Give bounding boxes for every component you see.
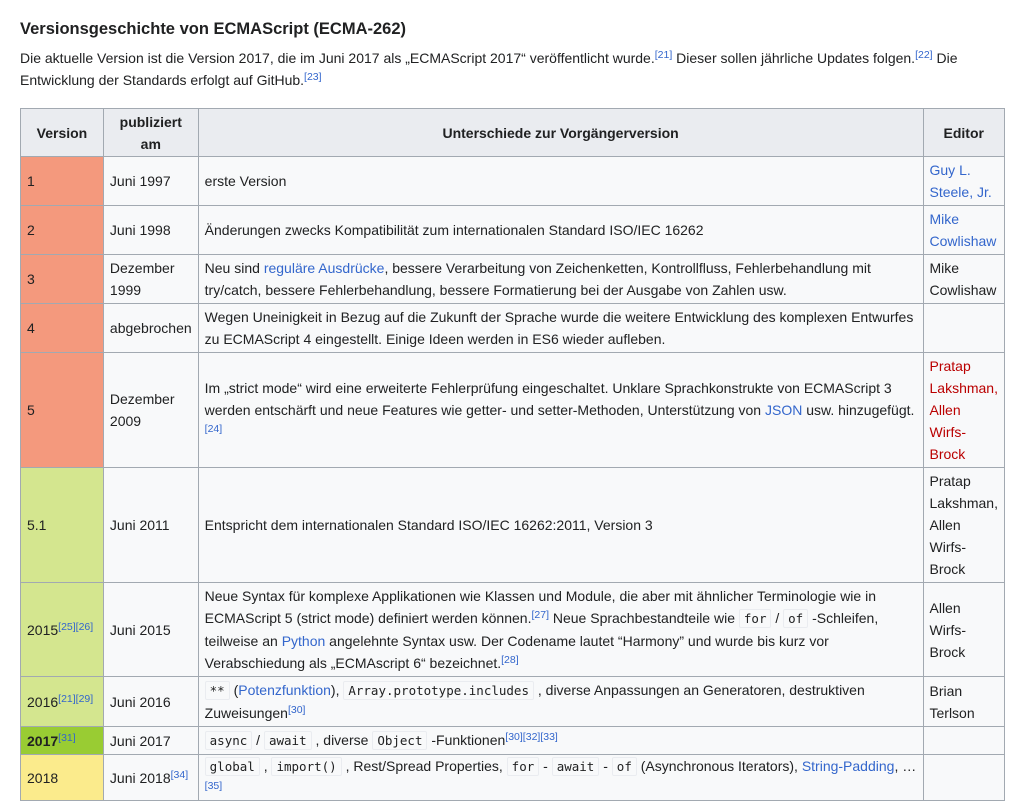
version-cell — [21, 583, 104, 677]
diff-cell — [198, 353, 923, 468]
header-version[interactable]: Version — [21, 109, 104, 157]
diff-text: , bessere Verarbeitung von Zeichenketten, Kontrollfluss, Fehlerbehandlung mit try/catch, bessere Fehlerbehandlung, bessere Formatierung bei der Ausgabe von Zahlen usw. — [204, 260, 871, 298]
code-snippet: Object — [372, 731, 427, 750]
editor-cell: Pratap Lakshman, Allen Wirfs-Brock — [923, 468, 1005, 583]
date-cell: Juni 2011 — [103, 468, 198, 583]
ref-link-21-29[interactable]: [21][29] — [58, 692, 94, 705]
version-cell: 1 — [21, 157, 104, 206]
version-cell: 4 — [21, 304, 104, 353]
diff-cell: Entspricht dem internationalen Standard ISO/IEC 16262:2011, Version 3 — [198, 468, 923, 583]
diff-text: Neue Sprachbestandteile wie — [548, 610, 739, 626]
diff-cell — [198, 727, 923, 755]
version-label: 2017 — [27, 732, 59, 749]
diff-text: / — [252, 732, 264, 748]
table-row — [21, 353, 1005, 468]
code-snippet: await — [264, 731, 312, 750]
diff-text: angelehnte Syntax usw. Der Codename lautet “Harmony” und wurde bis kurz vor Verabschiedung als „ECMAscript 6“ bezeichnet. — [204, 633, 829, 671]
version-label: 2016 — [27, 693, 59, 710]
code-snippet: global — [205, 757, 260, 776]
version-cell: 3 — [21, 255, 104, 304]
table-row — [21, 157, 1005, 206]
ref-link-24[interactable]: [24] — [204, 423, 223, 435]
code-snippet: async — [205, 731, 253, 750]
ref-link-27[interactable]: [27] — [531, 609, 549, 621]
article-section — [20, 0, 1005, 792]
ref-link-30[interactable]: [30] — [287, 704, 306, 716]
diff-cell — [198, 255, 923, 304]
ref-link-21[interactable]: [21] — [654, 49, 673, 61]
header-editor[interactable]: Editor — [923, 109, 1005, 157]
table-row — [21, 468, 1005, 583]
table-row — [21, 583, 1005, 677]
table-header-row — [21, 109, 1005, 157]
string-padding-link[interactable]: String-Padding — [801, 758, 895, 774]
table-row — [21, 755, 1005, 801]
diff-text: usw. hinzugefügt. — [802, 402, 915, 418]
intro-paragraph — [20, 47, 1005, 91]
code-snippet: for — [507, 757, 540, 776]
diff-cell: Wegen Uneinigkeit in Bezug auf die Zukunft der Sprache wurde die weitere Entwicklung des komplexen Entwurfes zu ECMAScript 4 eingestellt. Einige Ideen werden in ES6 wieder aufleben. — [198, 304, 923, 353]
diff-cell — [198, 677, 923, 727]
table-row — [21, 206, 1005, 255]
header-differences[interactable]: Unterschiede zur Vorgängerversion — [198, 109, 923, 157]
code-snippet: Array.prototype.includes — [343, 681, 534, 700]
diff-text: - — [599, 758, 612, 774]
diff-cell: Änderungen zwecks Kompatibilität zum internationalen Standard ISO/IEC 16262 — [198, 206, 923, 255]
json-link[interactable]: JSON — [764, 402, 803, 418]
date-cell: Juni 2015 — [103, 583, 198, 677]
code-snippet: of — [612, 757, 637, 776]
diff-text: ( — [229, 682, 239, 698]
date-cell: Dezember 1999 — [103, 255, 198, 304]
potenzfunktion-link[interactable]: Potenzfunktion — [238, 682, 331, 698]
date-cell: Juni 1997 — [103, 157, 198, 206]
version-cell — [21, 677, 104, 727]
intro-text-3: Die Entwicklung der Standards erfolgt auf GitHub. — [20, 50, 958, 88]
editor-cell — [923, 353, 1005, 468]
editor-cell — [923, 157, 1005, 206]
code-snippet: of — [783, 609, 808, 628]
editor-redlink[interactable]: Pratap Lakshman, Allen Wirfs-Brock — [929, 358, 998, 462]
version-label: 2015 — [27, 621, 59, 638]
intro-text-1: Die aktuelle Version ist die Version 2017, die im Juni 2017 als „ECMAScript 2017“ veröffentlicht wurde. — [20, 50, 655, 66]
diff-text: , diverse Anpassungen an Generatoren, destruktiven Zuweisungen — [204, 682, 865, 721]
diff-text: Neue Syntax für komplexe Applikationen wie Klassen und Module, die aber mit ähnlicher Terminologie wie in ECMAScript 5 (strict mode) definiert werden können. — [204, 588, 876, 626]
code-snippet: await — [552, 757, 600, 776]
date-label: Juni 2018 — [109, 769, 171, 786]
editor-link[interactable]: Guy L. Steele, Jr. — [929, 162, 992, 200]
ref-link-22[interactable]: [22] — [915, 49, 933, 61]
diff-cell — [198, 755, 923, 801]
date-cell: Dezember 2009 — [103, 353, 198, 468]
diff-text: , diverse — [311, 732, 373, 748]
ref-link-34[interactable]: [34] — [170, 768, 189, 781]
version-cell: 5 — [21, 353, 104, 468]
diff-text: , Rest/Spread Properties, — [341, 758, 507, 774]
diff-text: Im „strict mode“ wird eine erweiterte Fehlerprüfung eingeschaltet. Unklare Sprachkonstrukte von ECMAScript 3 werden entschärft und neue Features wie getter- und setter-Methoden, Unterstützung von — [204, 380, 892, 418]
table-row — [21, 727, 1005, 755]
header-published[interactable]: publiziert am — [103, 109, 198, 157]
editor-cell — [923, 755, 1005, 801]
diff-text: - — [539, 758, 552, 774]
code-snippet: ** — [205, 681, 230, 700]
editor-cell: Brian Terlson — [923, 677, 1005, 727]
table-row — [21, 677, 1005, 727]
version-cell: 2018 — [21, 755, 104, 801]
diff-cell: erste Version — [198, 157, 923, 206]
ref-link-31[interactable]: [31] — [58, 731, 76, 744]
regex-link[interactable]: reguläre Ausdrücke — [263, 260, 385, 276]
code-snippet: import() — [271, 757, 341, 776]
intro-text-2: Dieser sollen jährliche Updates folgen. — [672, 50, 916, 66]
version-history-table — [20, 108, 1005, 801]
diff-text: -Funktionen — [427, 732, 506, 748]
code-snippet: for — [739, 609, 772, 628]
editor-cell: Allen Wirfs-Brock — [923, 583, 1005, 677]
editor-cell: Mike Cowlishaw — [923, 255, 1005, 304]
version-cell — [21, 727, 104, 755]
table-row — [21, 255, 1005, 304]
ref-link-35[interactable]: [35] — [204, 780, 223, 792]
version-cell: 2 — [21, 206, 104, 255]
section-heading: Versionsgeschichte von ECMAScript (ECMA-262) — [20, 20, 407, 38]
ref-link-25-26[interactable]: [25][26] — [58, 620, 94, 633]
diff-text: / — [771, 610, 784, 626]
editor-cell — [923, 206, 1005, 255]
ref-link-30-32-33[interactable]: [30][32][33] — [505, 731, 558, 743]
date-cell: Juni 2017 — [103, 727, 198, 755]
ref-link-28[interactable]: [28] — [501, 654, 519, 666]
diff-text: (Asynchronous Iterators), — [636, 758, 802, 774]
diff-text: , — [259, 758, 272, 774]
date-cell: abgebrochen — [103, 304, 198, 353]
diff-text: , … — [894, 758, 917, 774]
editor-cell — [923, 304, 1005, 353]
ref-link-23[interactable]: [23] — [304, 71, 322, 83]
date-cell: Juni 1998 — [103, 206, 198, 255]
version-cell: 5.1 — [21, 468, 104, 583]
diff-text: -Schleifen, teilweise an — [204, 610, 879, 649]
editor-link[interactable]: Mike Cowlishaw — [929, 211, 997, 249]
table-row — [21, 304, 1005, 353]
date-cell — [103, 755, 198, 801]
editor-cell — [923, 727, 1005, 755]
diff-cell — [198, 583, 923, 677]
diff-text: Neu sind — [204, 260, 264, 276]
python-link[interactable]: Python — [281, 633, 326, 649]
diff-text: ), — [330, 682, 344, 698]
date-cell: Juni 2016 — [103, 677, 198, 727]
